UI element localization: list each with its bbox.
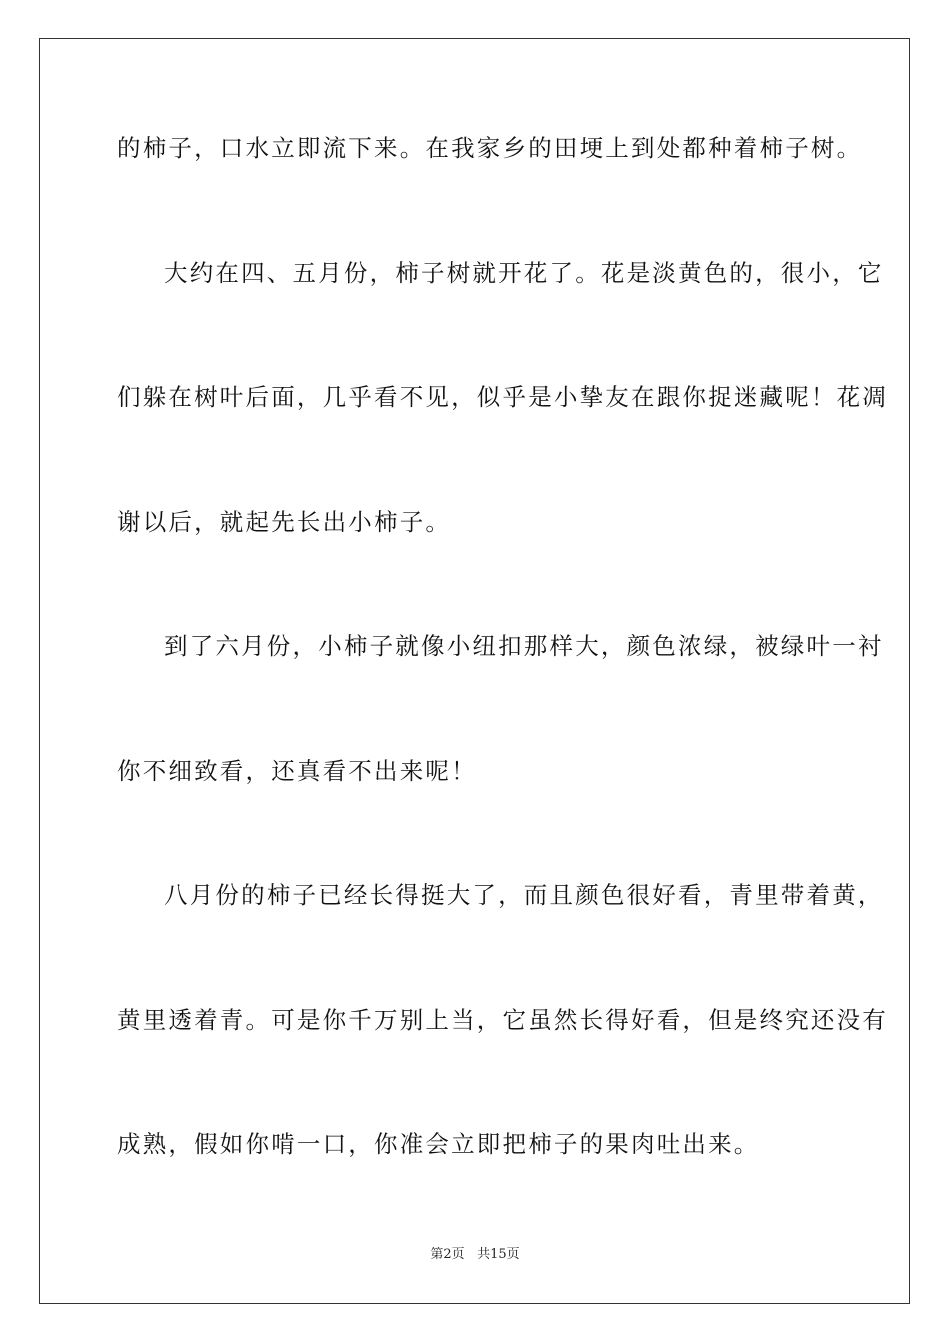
page-number: 第2页 — [430, 1247, 465, 1262]
text-line-5: 到了六月份，小柿子就像小纽扣那样大，颜色浓绿，被绿叶一衬 — [164, 632, 884, 660]
text-line-1: 的柿子，口水立即流下来。在我家乡的田埂上到处都种着柿子树。 — [117, 134, 863, 162]
text-line-9: 成熟，假如你啃一口，你准会立即把柿子的果肉吐出来。 — [117, 1130, 760, 1158]
page-border — [39, 38, 910, 1304]
page-footer — [0, 1247, 950, 1263]
text-line-8: 黄里透着青。可是你千万别上当，它虽然长得好看，但是终究还没有 — [117, 1006, 888, 1034]
text-line-3: 们躲在树叶后面，几乎看不见，似乎是小挚友在跟你捉迷藏呢！花凋 — [117, 383, 888, 411]
page-total: 共15页 — [477, 1247, 520, 1262]
text-line-6: 你不细致看，还真看不出来呢！ — [117, 757, 477, 785]
text-line-4: 谢以后，就起先长出小柿子。 — [117, 508, 452, 536]
text-line-7: 八月份的柿子已经长得挺大了，而且颜色很好看，青里带着黄， — [164, 881, 884, 909]
text-line-2: 大约在四、五月份，柿子树就开花了。花是淡黄色的，很小，它 — [164, 259, 884, 287]
